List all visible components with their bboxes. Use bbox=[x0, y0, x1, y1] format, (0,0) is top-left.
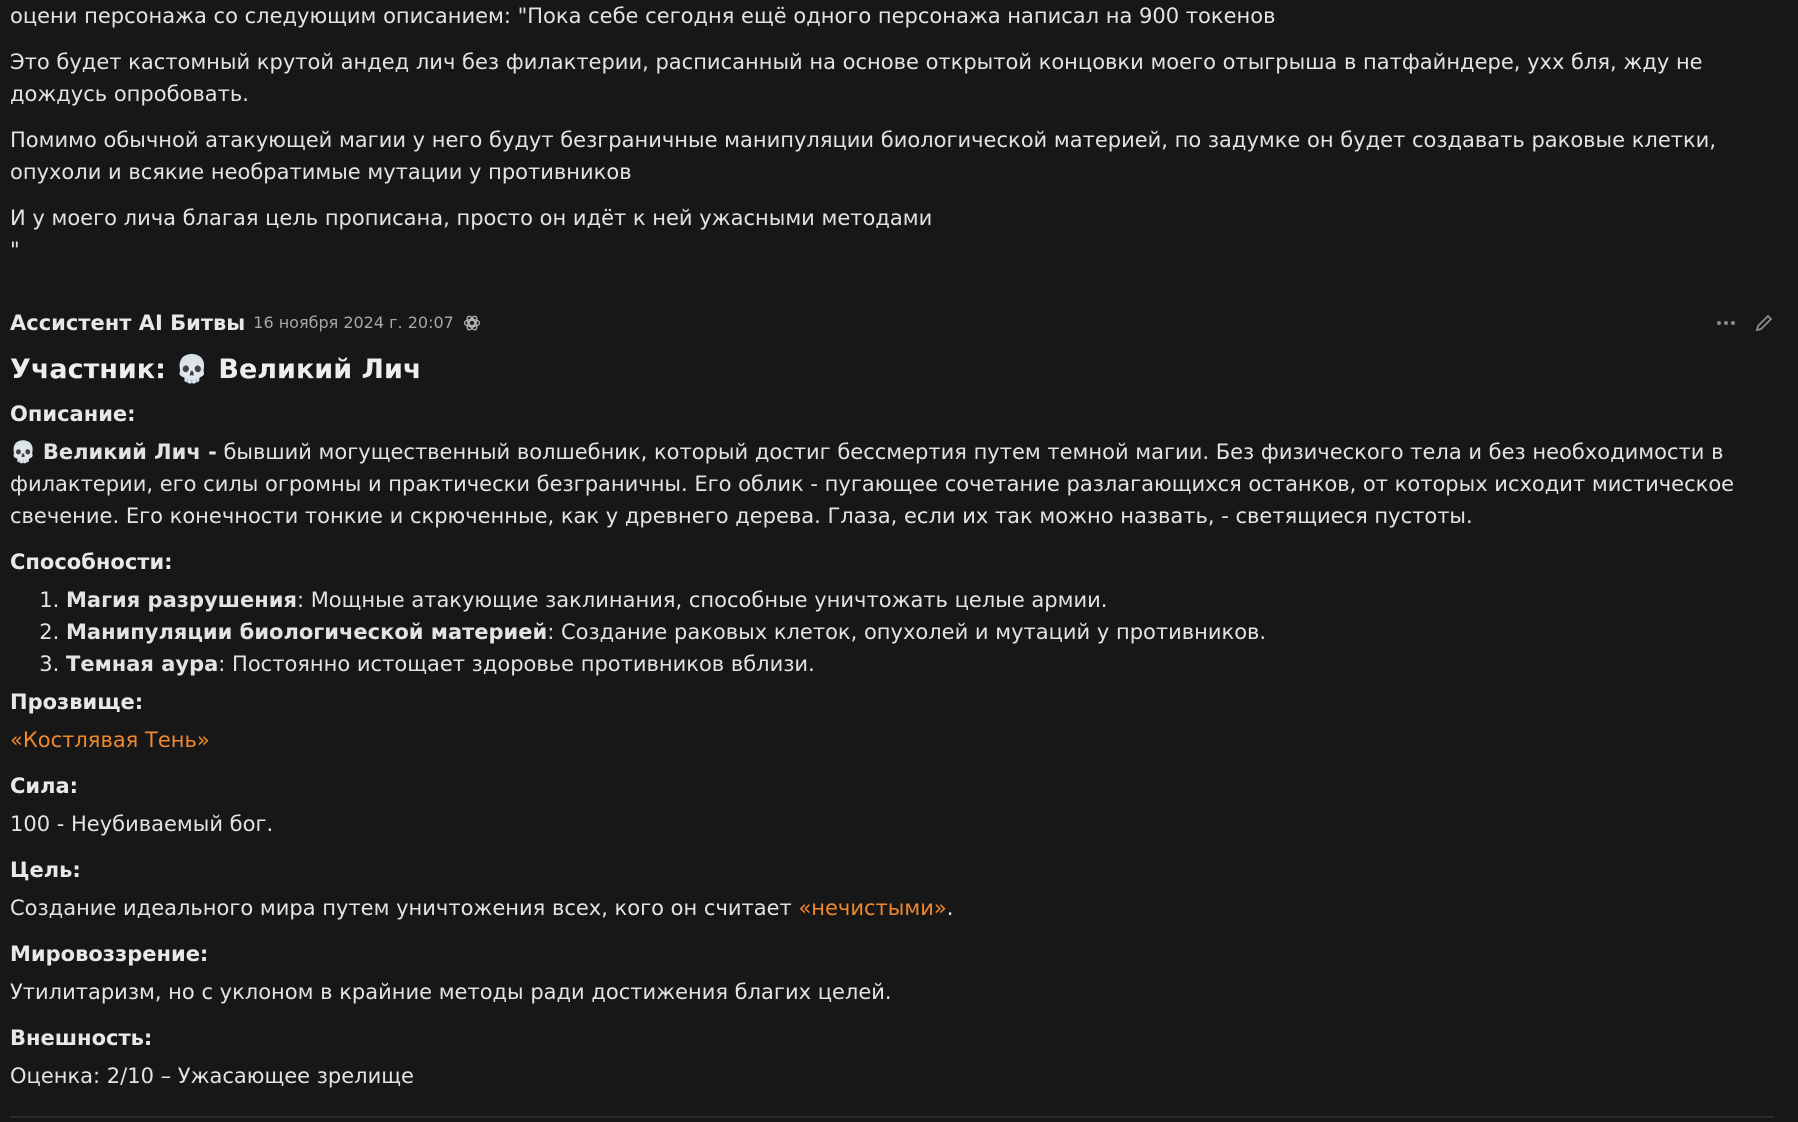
abilities-label: Способности: bbox=[10, 550, 173, 574]
description-label: Описание: bbox=[10, 402, 136, 426]
skull-icon: 💀 bbox=[10, 440, 37, 464]
goal-label: Цель: bbox=[10, 858, 81, 882]
worldview-label: Мировоззрение: bbox=[10, 942, 209, 966]
abilities-list bbox=[10, 584, 1774, 680]
nickname-label: Прозвище: bbox=[10, 690, 144, 714]
ability-text: : Создание раковых клеток, опухолей и мутаций у противников. bbox=[547, 620, 1267, 644]
user-message-line: оцени персонажа со следующим описанием: "Пока себе сегодня ещё одного персонажа написал на 900 токенов bbox=[10, 4, 1276, 28]
description-text bbox=[10, 436, 1774, 532]
user-message-line: " bbox=[10, 238, 20, 262]
user-message-line: Это будет кастомный крутой андед лич без филактерии, расписанный на основе открытой концовки моего отыгрыша в патфайндере, ухх бля, жду не дождусь опробовать. bbox=[10, 50, 1703, 106]
ability-text: : Постоянно истощает здоровье противников вблизи. bbox=[218, 652, 815, 676]
character-title bbox=[10, 350, 1774, 390]
assistant-author-name: Ассистент AI Битвы bbox=[10, 311, 246, 335]
appearance-value: Оценка: 2/10 – Ужасающее зрелище bbox=[10, 1064, 414, 1088]
title-name: Великий Лич bbox=[218, 354, 422, 385]
title-prefix: Участник: bbox=[10, 354, 166, 385]
power-label: Сила: bbox=[10, 774, 79, 798]
ability-name: Магия разрушения bbox=[66, 588, 297, 612]
skull-icon: 💀 bbox=[175, 354, 209, 385]
assistant-message-header bbox=[10, 306, 1774, 340]
user-message-line: И у моего лича благая цель прописана, просто он идёт к ней ужасными методами bbox=[10, 206, 933, 230]
list-item bbox=[66, 648, 1774, 680]
divider bbox=[10, 1116, 1774, 1118]
ability-name: Манипуляции биологической материей bbox=[66, 620, 548, 644]
appearance-label: Внешность: bbox=[10, 1026, 153, 1050]
goal-end: . bbox=[946, 896, 954, 920]
goal-text: Создание идеального мира путем уничтожения всех, кого он считает bbox=[10, 896, 799, 920]
description-name: Великий Лич - bbox=[42, 440, 217, 464]
assistant-message-body bbox=[10, 350, 1774, 1092]
ability-text: : Мощные атакующие заклинания, способные уничтожать целые армии. bbox=[296, 588, 1108, 612]
power-value: 100 - Неубиваемый бог. bbox=[10, 812, 274, 836]
user-message-line: Помимо обычной атакующей магии у него будут безграничные манипуляции биологической материей, по задумке он будет создавать раковые клетки, опухоли и всякие необратимые мутации у противников bbox=[10, 128, 1717, 184]
worldview-value: Утилитаризм, но с уклоном в крайние методы ради достижения благих целей. bbox=[10, 980, 892, 1004]
user-message bbox=[10, 0, 1774, 266]
goal-value bbox=[10, 892, 1774, 924]
list-item bbox=[66, 616, 1774, 648]
goal-accent: «нечистыми» bbox=[798, 896, 947, 920]
pencil-icon[interactable] bbox=[1754, 313, 1774, 333]
more-horizontal-icon[interactable] bbox=[1716, 319, 1736, 327]
openai-logo-icon bbox=[462, 313, 482, 333]
ability-name: Темная аура bbox=[66, 652, 219, 676]
nickname-value: «Костлявая Тень» bbox=[10, 728, 210, 752]
list-item bbox=[66, 584, 1774, 616]
description-body: бывший могущественный волшебник, который достиг бессмертия путем темной магии. Без физического тела и без необходимости в филактерии, его силы огромны и практически безграничны. Его облик - пугающее сочетание разлагающихся останков, от которых исходит мистическое свечение. Его конечности тонкие и скрюченные, как у древнего дерева. Глаза, если их так можно назвать, - светящиеся пустоты. bbox=[10, 440, 1735, 528]
message-timestamp: 16 ноября 2024 г. 20:07 bbox=[253, 313, 454, 332]
message-actions bbox=[1716, 306, 1774, 340]
